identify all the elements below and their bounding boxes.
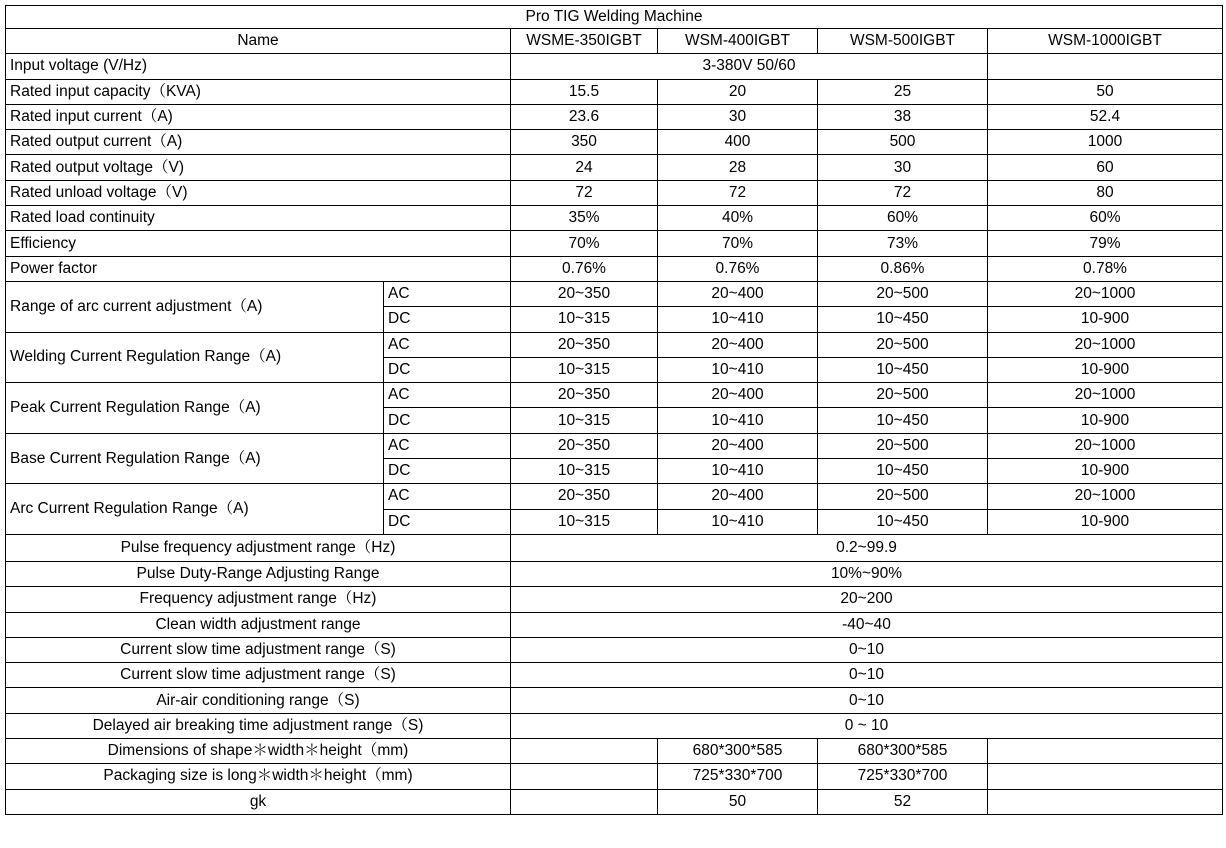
cell-value: 0~10 xyxy=(511,663,1223,688)
cell-value: -40~40 xyxy=(511,612,1223,637)
cell-value: 15.5 xyxy=(511,79,658,104)
cell-value: 79% xyxy=(988,231,1223,256)
cell-value: 10~315 xyxy=(511,459,658,484)
row-label: Input voltage (V/Hz) xyxy=(6,54,511,79)
cell-value: 10~315 xyxy=(511,408,658,433)
row-label: Current slow time adjustment range（S) xyxy=(6,637,511,662)
row-label: Efficiency xyxy=(6,231,511,256)
table-row xyxy=(6,764,1223,789)
cell-value: 10~315 xyxy=(511,509,658,534)
cell-value: 0.76% xyxy=(658,256,818,281)
table-row xyxy=(6,433,1223,458)
cell-value: 20~350 xyxy=(511,433,658,458)
table-row xyxy=(6,206,1223,231)
row-label: Current slow time adjustment range（S) xyxy=(6,663,511,688)
ac-label: AC xyxy=(384,484,511,509)
cell-value: 20~400 xyxy=(658,383,818,408)
row-label: Packaging size is long＊width＊height（mm) xyxy=(6,764,511,789)
table-row xyxy=(6,332,1223,357)
cell-value: 0.86% xyxy=(818,256,988,281)
cell-value: 10~410 xyxy=(658,307,818,332)
dc-label: DC xyxy=(384,509,511,534)
cell-value: 3-380V 50/60 xyxy=(511,54,988,79)
cell-value: 52 xyxy=(818,789,988,814)
cell-value xyxy=(988,739,1223,764)
row-label: Air-air conditioning range（S) xyxy=(6,688,511,713)
cell-value: 72 xyxy=(658,180,818,205)
cell-value: 680*300*585 xyxy=(658,739,818,764)
ac-label: AC xyxy=(384,383,511,408)
table-row xyxy=(6,739,1223,764)
cell-value: 70% xyxy=(658,231,818,256)
table-row xyxy=(6,534,1223,561)
cell-value: 20~1000 xyxy=(988,332,1223,357)
row-label: Rated output current（A) xyxy=(6,130,511,155)
cell-value: 10-900 xyxy=(988,459,1223,484)
cell-value: 10~410 xyxy=(658,408,818,433)
cell-value: 35% xyxy=(511,206,658,231)
cell-value: 20~1000 xyxy=(988,383,1223,408)
row-label: Frequency adjustment range（Hz) xyxy=(6,587,511,612)
row-label: Base Current Regulation Range（A) xyxy=(6,433,384,484)
cell-value: 20~500 xyxy=(818,484,988,509)
cell-value: 80 xyxy=(988,180,1223,205)
cell-value: 10-900 xyxy=(988,357,1223,382)
header-model: WSM-400IGBT xyxy=(658,29,818,54)
cell-value: 680*300*585 xyxy=(818,739,988,764)
cell-value: 10-900 xyxy=(988,509,1223,534)
cell-value: 20~500 xyxy=(818,281,988,306)
cell-value: 24 xyxy=(511,155,658,180)
cell-value: 20~1000 xyxy=(988,433,1223,458)
row-label: Rated output voltage（V) xyxy=(6,155,511,180)
cell-value: 10-900 xyxy=(988,307,1223,332)
cell-value: 20~400 xyxy=(658,281,818,306)
cell-value xyxy=(511,789,658,814)
header-model: WSM-500IGBT xyxy=(818,29,988,54)
cell-value: 60 xyxy=(988,155,1223,180)
cell-value: 1000 xyxy=(988,130,1223,155)
table-title: Pro TIG Welding Machine xyxy=(6,6,1223,29)
cell-value: 10-900 xyxy=(988,408,1223,433)
cell-value: 30 xyxy=(818,155,988,180)
table-row xyxy=(6,256,1223,281)
cell-value: 23.6 xyxy=(511,104,658,129)
table-row xyxy=(6,612,1223,637)
cell-value: 10~410 xyxy=(658,509,818,534)
cell-value: 72 xyxy=(511,180,658,205)
row-label: Clean width adjustment range xyxy=(6,612,511,637)
cell-value: 20~1000 xyxy=(988,281,1223,306)
cell-value: 20~500 xyxy=(818,433,988,458)
dc-label: DC xyxy=(384,459,511,484)
cell-value: 40% xyxy=(658,206,818,231)
cell-value: 10%~90% xyxy=(511,561,1223,586)
cell-value: 0.78% xyxy=(988,256,1223,281)
ac-label: AC xyxy=(384,433,511,458)
cell-value: 20~400 xyxy=(658,484,818,509)
dc-label: DC xyxy=(384,408,511,433)
row-label: Pulse Duty-Range Adjusting Range xyxy=(6,561,511,586)
cell-value: 0.76% xyxy=(511,256,658,281)
table-row xyxy=(6,587,1223,612)
cell-value: 0 ~ 10 xyxy=(511,713,1223,738)
cell-value: 10~450 xyxy=(818,509,988,534)
cell-value: 725*330*700 xyxy=(818,764,988,789)
row-label: Arc Current Regulation Range（A) xyxy=(6,484,384,535)
cell-value: 30 xyxy=(658,104,818,129)
cell-value: 10~315 xyxy=(511,307,658,332)
table-row xyxy=(6,130,1223,155)
table-row xyxy=(6,713,1223,738)
table-row xyxy=(6,155,1223,180)
table-row xyxy=(6,484,1223,509)
row-label: Rated load continuity xyxy=(6,206,511,231)
cell-value: 10~450 xyxy=(818,459,988,484)
table-row xyxy=(6,104,1223,129)
table-row xyxy=(6,637,1223,662)
title-row xyxy=(6,6,1223,29)
cell-value: 10~410 xyxy=(658,459,818,484)
header-model: WSME-350IGBT xyxy=(511,29,658,54)
cell-value: 50 xyxy=(658,789,818,814)
cell-value: 60% xyxy=(818,206,988,231)
row-label: Delayed air breaking time adjustment range（S) xyxy=(6,713,511,738)
row-label: Rated input current（A) xyxy=(6,104,511,129)
cell-value: 350 xyxy=(511,130,658,155)
cell-value: 52.4 xyxy=(988,104,1223,129)
table-row xyxy=(6,688,1223,713)
cell-value: 10~410 xyxy=(658,357,818,382)
table-row xyxy=(6,281,1223,306)
table-row xyxy=(6,231,1223,256)
cell-value: 20~350 xyxy=(511,484,658,509)
cell-value: 28 xyxy=(658,155,818,180)
dc-label: DC xyxy=(384,357,511,382)
row-label: Rated input capacity（KVA) xyxy=(6,79,511,104)
header-row xyxy=(6,29,1223,54)
cell-value: 20~400 xyxy=(658,433,818,458)
table-row xyxy=(6,54,1223,79)
cell-value: 20~350 xyxy=(511,281,658,306)
cell-value: 0~10 xyxy=(511,637,1223,662)
header-model: WSM-1000IGBT xyxy=(988,29,1223,54)
table-row xyxy=(6,383,1223,408)
cell-value: 20 xyxy=(658,79,818,104)
ac-label: AC xyxy=(384,332,511,357)
cell-value: 25 xyxy=(818,79,988,104)
row-label: Peak Current Regulation Range（A) xyxy=(6,383,384,434)
cell-value: 10~450 xyxy=(818,357,988,382)
cell-value xyxy=(988,54,1223,79)
row-label: Dimensions of shape＊width＊height（mm) xyxy=(6,739,511,764)
cell-value: 10~450 xyxy=(818,408,988,433)
cell-value: 73% xyxy=(818,231,988,256)
cell-value: 20~200 xyxy=(511,587,1223,612)
cell-value xyxy=(988,789,1223,814)
row-label: gk xyxy=(6,789,511,814)
table-row xyxy=(6,789,1223,814)
cell-value xyxy=(988,764,1223,789)
cell-value: 10~315 xyxy=(511,357,658,382)
spec-table xyxy=(5,5,1223,815)
cell-value: 10~450 xyxy=(818,307,988,332)
cell-value: 20~350 xyxy=(511,332,658,357)
header-name: Name xyxy=(6,29,511,54)
row-label: Pulse frequency adjustment range（Hz) xyxy=(6,534,511,561)
cell-value: 20~500 xyxy=(818,332,988,357)
cell-value: 70% xyxy=(511,231,658,256)
cell-value: 400 xyxy=(658,130,818,155)
table-row xyxy=(6,180,1223,205)
cell-value: 725*330*700 xyxy=(658,764,818,789)
row-label: Range of arc current adjustment（A) xyxy=(6,281,384,332)
ac-label: AC xyxy=(384,281,511,306)
row-label: Welding Current Regulation Range（A) xyxy=(6,332,384,383)
cell-value: 60% xyxy=(988,206,1223,231)
cell-value: 0.2~99.9 xyxy=(511,534,1223,561)
cell-value: 20~500 xyxy=(818,383,988,408)
cell-value xyxy=(511,764,658,789)
cell-value: 50 xyxy=(988,79,1223,104)
cell-value: 38 xyxy=(818,104,988,129)
row-label: Power factor xyxy=(6,256,511,281)
cell-value: 20~1000 xyxy=(988,484,1223,509)
cell-value: 72 xyxy=(818,180,988,205)
table-row xyxy=(6,663,1223,688)
cell-value: 500 xyxy=(818,130,988,155)
cell-value: 20~400 xyxy=(658,332,818,357)
cell-value: 20~350 xyxy=(511,383,658,408)
cell-value: 0~10 xyxy=(511,688,1223,713)
row-label: Rated unload voltage（V) xyxy=(6,180,511,205)
table-row xyxy=(6,79,1223,104)
cell-value xyxy=(511,739,658,764)
dc-label: DC xyxy=(384,307,511,332)
table-row xyxy=(6,561,1223,586)
